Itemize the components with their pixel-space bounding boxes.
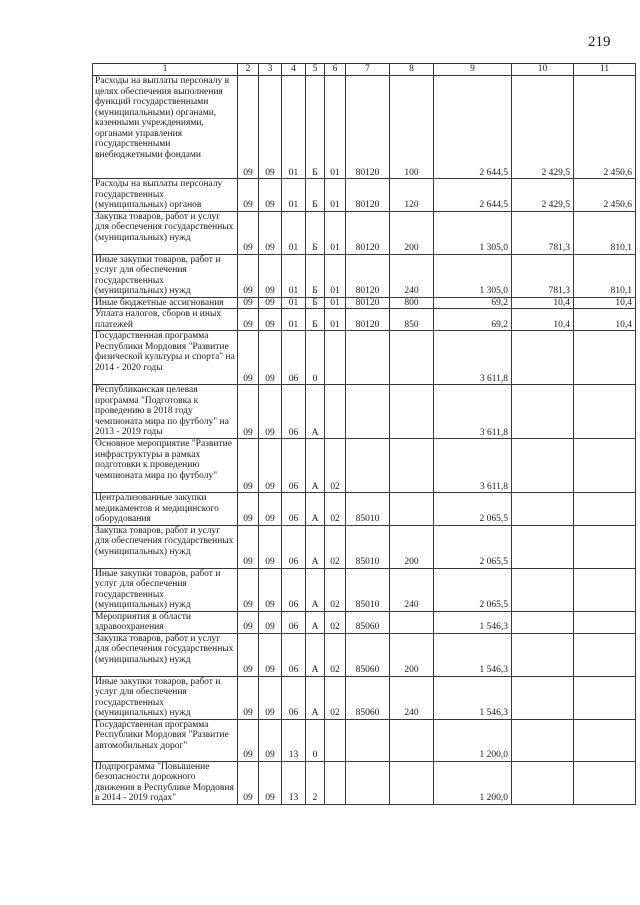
column-header: 5 [306,64,325,76]
cell-col-2: 09 [238,254,259,297]
cell-col-4: 13 [282,761,306,804]
cell-col-9: 69,2 [434,309,512,331]
cell-col-11: 810,1 [574,211,636,254]
cell-col-11 [574,719,636,761]
row-item-name: Государственная программа Республики Мордовия "Развитие автомобильных дорог" [93,719,238,761]
page-number: 219 [588,34,611,50]
cell-col-8: 850 [390,309,434,331]
table-row [93,385,636,439]
column-header: 3 [259,64,282,76]
cell-col-10: 2 429,5 [512,76,574,179]
cell-col-11 [574,525,636,568]
cell-col-8: 120 [390,179,434,212]
cell-col-9: 3 611,8 [434,439,512,493]
cell-col-10 [512,719,574,761]
cell-col-10: 781,3 [512,211,574,254]
table-row [93,761,636,804]
cell-col-4: 06 [282,331,306,385]
cell-col-2: 09 [238,309,259,331]
cell-col-10 [512,633,574,676]
cell-col-6 [325,331,346,385]
cell-col-11 [574,676,636,719]
cell-col-8 [390,719,434,761]
cell-col-9: 2 065,5 [434,568,512,611]
column-header: 1 [93,64,238,76]
cell-col-11 [574,493,636,526]
cell-col-3: 09 [259,331,282,385]
table-row [93,309,636,331]
cell-col-9: 1 546,3 [434,633,512,676]
row-item-name: Подпрограмма "Повышение безопасности дорожного движения в Республике Мордовия в 2014 - 2019 годах" [93,761,238,804]
row-item-name: Республиканская целевая программа "Подготовка к проведению в 2018 году чемпионата мира по футболу" на 2013 - 2019 годы [93,385,238,439]
cell-col-7: 85060 [346,676,390,719]
cell-col-11 [574,611,636,633]
cell-col-10 [512,439,574,493]
cell-col-10: 2 429,5 [512,179,574,212]
row-item-name: Государственная программа Республики Мордовия "Развитие физической культуры и спорта" на 2014 - 2020 годы [93,331,238,385]
cell-col-4: 01 [282,179,306,212]
cell-col-4: 06 [282,525,306,568]
table-row [93,297,636,309]
cell-col-6: 01 [325,211,346,254]
cell-col-5: Б [306,179,325,212]
cell-col-11 [574,439,636,493]
cell-col-3: 09 [259,179,282,212]
cell-col-7: 80120 [346,309,390,331]
table-row [93,211,636,254]
cell-col-4: 06 [282,439,306,493]
column-header: 10 [512,64,574,76]
cell-col-5: 2 [306,761,325,804]
cell-col-6: 02 [325,439,346,493]
cell-col-7: 80120 [346,297,390,309]
table-row [93,719,636,761]
table-header-row [93,64,636,76]
cell-col-10: 781,3 [512,254,574,297]
cell-col-6: 02 [325,568,346,611]
cell-col-3: 09 [259,439,282,493]
cell-col-5: Б [306,76,325,179]
cell-col-5: Б [306,309,325,331]
cell-col-3: 09 [259,611,282,633]
table-row [93,254,636,297]
cell-col-9: 2 644,5 [434,76,512,179]
cell-col-6: 02 [325,525,346,568]
cell-col-7 [346,761,390,804]
cell-col-6: 01 [325,297,346,309]
cell-col-7: 85060 [346,633,390,676]
cell-col-7 [346,439,390,493]
cell-col-8: 800 [390,297,434,309]
cell-col-5: А [306,633,325,676]
cell-col-7: 85010 [346,568,390,611]
cell-col-7: 85010 [346,493,390,526]
cell-col-3: 09 [259,633,282,676]
table-row [93,525,636,568]
cell-col-3: 09 [259,309,282,331]
cell-col-5: Б [306,297,325,309]
cell-col-5: А [306,525,325,568]
cell-col-11: 810,1 [574,254,636,297]
cell-col-9: 2 065,5 [434,493,512,526]
cell-col-9: 1 200,0 [434,761,512,804]
cell-col-4: 01 [282,211,306,254]
cell-col-3: 09 [259,676,282,719]
cell-col-5: А [306,568,325,611]
cell-col-11 [574,568,636,611]
row-item-name: Закупка товаров, работ и услуг для обеспечения государственных (муниципальных) нужд [93,211,238,254]
column-header: 6 [325,64,346,76]
cell-col-8: 200 [390,633,434,676]
cell-col-2: 09 [238,525,259,568]
table-row [93,331,636,385]
cell-col-3: 09 [259,493,282,526]
cell-col-10 [512,761,574,804]
table-row [93,439,636,493]
cell-col-3: 09 [259,254,282,297]
column-header: 2 [238,64,259,76]
row-item-name: Иные закупки товаров, работ и услуг для обеспечения государственных (муниципальных) нужд [93,676,238,719]
row-item-name: Иные закупки товаров, работ и услуг для обеспечения государственных (муниципальных) нужд [93,568,238,611]
cell-col-8: 200 [390,525,434,568]
cell-col-4: 06 [282,493,306,526]
cell-col-2: 09 [238,179,259,212]
row-item-name: Иные бюджетные ассигнования [93,297,238,309]
cell-col-8 [390,761,434,804]
cell-col-7: 80120 [346,179,390,212]
cell-col-4: 06 [282,385,306,439]
cell-col-5: Б [306,211,325,254]
cell-col-11: 10,4 [574,309,636,331]
table-row [93,568,636,611]
row-item-name: Закупка товаров, работ и услуг для обеспечения государственных (муниципальных) нужд [93,633,238,676]
cell-col-9: 1 546,3 [434,611,512,633]
cell-col-8 [390,331,434,385]
cell-col-2: 09 [238,385,259,439]
column-header: 11 [574,64,636,76]
cell-col-8: 240 [390,568,434,611]
cell-col-4: 01 [282,254,306,297]
cell-col-2: 09 [238,633,259,676]
cell-col-2: 09 [238,493,259,526]
cell-col-8: 240 [390,676,434,719]
cell-col-6: 02 [325,633,346,676]
cell-col-4: 01 [282,76,306,179]
cell-col-11 [574,331,636,385]
cell-col-10 [512,568,574,611]
cell-col-2: 09 [238,211,259,254]
cell-col-6: 02 [325,493,346,526]
row-item-name: Уплата налогов, сборов и иных платежей [93,309,238,331]
table-row [93,611,636,633]
cell-col-3: 09 [259,525,282,568]
cell-col-9: 2 065,5 [434,525,512,568]
row-item-name: Иные закупки товаров, работ и услуг для обеспечения государственных (муниципальных) нужд [93,254,238,297]
cell-col-4: 01 [282,309,306,331]
cell-col-10 [512,676,574,719]
cell-col-10 [512,493,574,526]
table-row [93,676,636,719]
cell-col-10 [512,611,574,633]
cell-col-2: 09 [238,439,259,493]
cell-col-6: 02 [325,611,346,633]
cell-col-10 [512,385,574,439]
cell-col-6 [325,719,346,761]
cell-col-6 [325,761,346,804]
cell-col-7: 80120 [346,254,390,297]
cell-col-11 [574,385,636,439]
cell-col-3: 09 [259,719,282,761]
cell-col-10: 10,4 [512,309,574,331]
cell-col-6: 02 [325,676,346,719]
cell-col-7: 80120 [346,76,390,179]
column-header: 4 [282,64,306,76]
cell-col-5: Б [306,254,325,297]
cell-col-3: 09 [259,385,282,439]
cell-col-4: 06 [282,611,306,633]
table-row [93,633,636,676]
cell-col-10 [512,525,574,568]
cell-col-2: 09 [238,76,259,179]
cell-col-7 [346,385,390,439]
cell-col-11: 2 450,6 [574,179,636,212]
cell-col-9: 1 305,0 [434,211,512,254]
column-header: 9 [434,64,512,76]
row-item-name: Закупка товаров, работ и услуг для обеспечения государственных (муниципальных) нужд [93,525,238,568]
row-item-name: Мероприятия в области здравоохранения [93,611,238,633]
cell-col-5: А [306,676,325,719]
cell-col-7: 80120 [346,211,390,254]
cell-col-8: 200 [390,211,434,254]
budget-table [92,63,636,805]
cell-col-9: 69,2 [434,297,512,309]
cell-col-3: 09 [259,568,282,611]
column-header: 8 [390,64,434,76]
cell-col-7: 85010 [346,525,390,568]
cell-col-7 [346,331,390,385]
cell-col-7: 85060 [346,611,390,633]
cell-col-6: 01 [325,179,346,212]
cell-col-9: 1 305,0 [434,254,512,297]
cell-col-4: 01 [282,297,306,309]
cell-col-2: 09 [238,611,259,633]
column-header: 7 [346,64,390,76]
row-item-name: Централизованные закупки медикаментов и медицинского оборудования [93,493,238,526]
cell-col-3: 09 [259,761,282,804]
cell-col-10: 10,4 [512,297,574,309]
cell-col-2: 09 [238,676,259,719]
cell-col-5: 0 [306,331,325,385]
cell-col-4: 06 [282,568,306,611]
cell-col-2: 09 [238,568,259,611]
cell-col-2: 09 [238,331,259,385]
cell-col-2: 09 [238,719,259,761]
cell-col-5: А [306,611,325,633]
cell-col-8 [390,493,434,526]
cell-col-5: А [306,439,325,493]
cell-col-9: 1 546,3 [434,676,512,719]
row-item-name: Расходы на выплаты персоналу в целях обеспечения выполнения функций государственными (муниципальными) органами, казенными учреждениями, органами управления государственными внебюджетными фондами [93,76,238,179]
cell-col-4: 06 [282,676,306,719]
cell-col-11 [574,761,636,804]
cell-col-8: 100 [390,76,434,179]
cell-col-5: 0 [306,719,325,761]
cell-col-9: 1 200,0 [434,719,512,761]
cell-col-8 [390,439,434,493]
cell-col-4: 06 [282,633,306,676]
cell-col-2: 09 [238,297,259,309]
cell-col-8: 240 [390,254,434,297]
table-row [93,76,636,179]
cell-col-5: А [306,493,325,526]
cell-col-8 [390,385,434,439]
cell-col-9: 3 611,8 [434,385,512,439]
cell-col-6 [325,385,346,439]
cell-col-3: 09 [259,297,282,309]
table-row [93,179,636,212]
cell-col-3: 09 [259,76,282,179]
cell-col-4: 13 [282,719,306,761]
cell-col-2: 09 [238,761,259,804]
row-item-name: Основное мероприятие "Развитие инфраструктуры в рамках подготовки к проведению чемпионата мира по футболу" [93,439,238,493]
cell-col-6: 01 [325,76,346,179]
cell-col-11 [574,633,636,676]
cell-col-7 [346,719,390,761]
cell-col-9: 3 611,8 [434,331,512,385]
cell-col-10 [512,331,574,385]
cell-col-8 [390,611,434,633]
cell-col-6: 01 [325,309,346,331]
cell-col-9: 2 644,5 [434,179,512,212]
table-row [93,493,636,526]
cell-col-3: 09 [259,211,282,254]
cell-col-5: А [306,385,325,439]
cell-col-11: 10,4 [574,297,636,309]
cell-col-6: 01 [325,254,346,297]
row-item-name: Расходы на выплаты персоналу государственных (муниципальных) органов [93,179,238,212]
cell-col-11: 2 450,6 [574,76,636,179]
